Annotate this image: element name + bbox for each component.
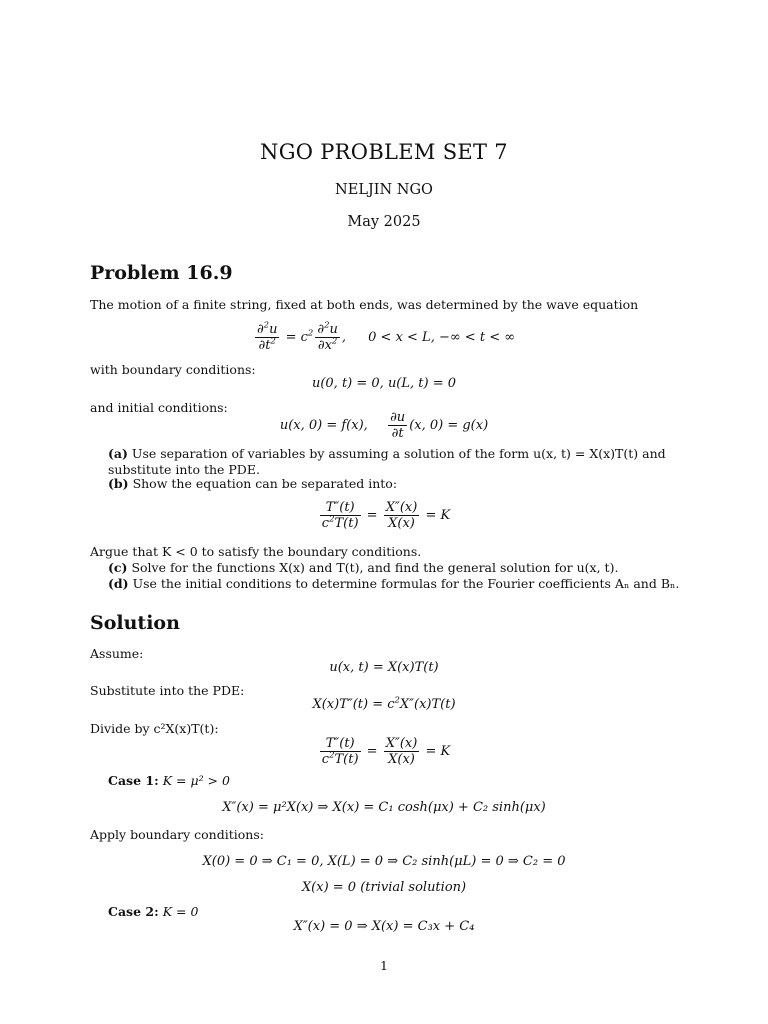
part-a [90, 446, 708, 478]
case1-condition: K = μ² > 0 [162, 773, 230, 788]
part-b-label: (b) [108, 476, 129, 491]
wave-equation: $\frac{\partial^2u}{\partial t^2}$ = $c^2$ $\frac{\partial^2u}{\partial x^2}$ , 0 < x < L, −∞ < t < ∞ [256, 320, 516, 353]
divide-label: Divide by c²X(x)T(t): [90, 721, 219, 736]
case2-equation: X″(x) = 0 ⇒ X(x) = C₃x + C₄ [293, 919, 475, 934]
substitute-label: Substitute into the PDE: [90, 683, 245, 698]
problem-heading: Problem 16.9 [90, 262, 233, 284]
part-c [90, 560, 708, 576]
divided-equation: $\frac{T''(t)}{c^2T(t)}$ = $\frac{X''(x)}{X(x)}$ = K [321, 736, 451, 767]
d2u-dx2-fraction: $\frac{\partial^2u}{\partial x^2}$ [317, 320, 338, 353]
assume-label: Assume: [90, 646, 144, 661]
part-d-text: Use the initial conditions to determine formulas for the Fourier coefficients Aₙ and Bₙ. [132, 576, 680, 591]
initial-conditions [0, 410, 768, 441]
part-c-text: Solve for the functions X(x) and T(t), and find the general solution for u(x, t). [131, 560, 619, 575]
problem-intro: The motion of a finite string, fixed at both ends, was determined by the wave equation [90, 297, 639, 312]
separated-equation: $\frac{T''(t)}{c^2T(t)}$ = $\frac{X''(x)}{X(x)}$ = K [321, 500, 451, 531]
document-title: NGO PROBLEM SET 7 [260, 140, 508, 164]
part-d-label: (d) [108, 576, 129, 591]
case2-label: Case 2: [108, 904, 159, 919]
bc-label: with boundary conditions: [90, 362, 256, 377]
page-number: 1 [380, 958, 388, 973]
boundary-conditions: u(0, t) = 0, u(L, t) = 0 [311, 376, 457, 391]
ic-left: u(x, 0) = f(x), [279, 418, 368, 433]
part-a-text: Use separation of variables by assuming a solution of the form u(x, t) = X(x)T(t) and substitute into the PDE. [108, 446, 666, 477]
trivial-solution: X(x) = 0 (trivial solution) [301, 880, 467, 895]
document-date: May 2025 [347, 214, 421, 230]
d2u-dt2-fraction: $\frac{\partial^2u}{\partial t^2}$ [256, 320, 278, 353]
case1-line [90, 773, 708, 789]
ic-right: (x, 0) = g(x) [409, 418, 489, 433]
apply-bc-label: Apply boundary conditions: [90, 827, 264, 842]
part-d [90, 576, 708, 592]
du-dt-fraction: $\frac{\partial u}{\partial t}$ [390, 410, 406, 441]
ic-label: and initial conditions: [90, 400, 228, 415]
wave-domain: 0 < x < L, −∞ < t < ∞ [368, 330, 516, 345]
part-c-label: (c) [108, 560, 128, 575]
part-a-label: (a) [108, 446, 128, 461]
case2-line [90, 904, 708, 920]
substitute-equation: $X(x)T''(t) = c^2X''(x)T(t)$ [312, 695, 456, 712]
assume-equation: u(x, t) = X(x)T(t) [329, 660, 439, 675]
case2-condition: K = 0 [162, 904, 199, 919]
solution-heading: Solution [90, 612, 180, 634]
part-b [90, 476, 708, 492]
case1-equation: X″(x) = μ²X(x) ⇒ X(x) = C₁ cosh(μx) + C₂ sinh(μx) [222, 800, 546, 815]
apply-bc-equation: X(0) = 0 ⇒ C₁ = 0, X(L) = 0 ⇒ C₂ sinh(μL) = 0 ⇒ C₂ = 0 [202, 854, 566, 869]
document-author: NELJIN NGO [335, 182, 433, 198]
argue-text: Argue that K < 0 to satisfy the boundary conditions. [90, 544, 422, 559]
part-b-text: Show the equation can be separated into: [132, 476, 398, 491]
case1-label: Case 1: [108, 773, 159, 788]
